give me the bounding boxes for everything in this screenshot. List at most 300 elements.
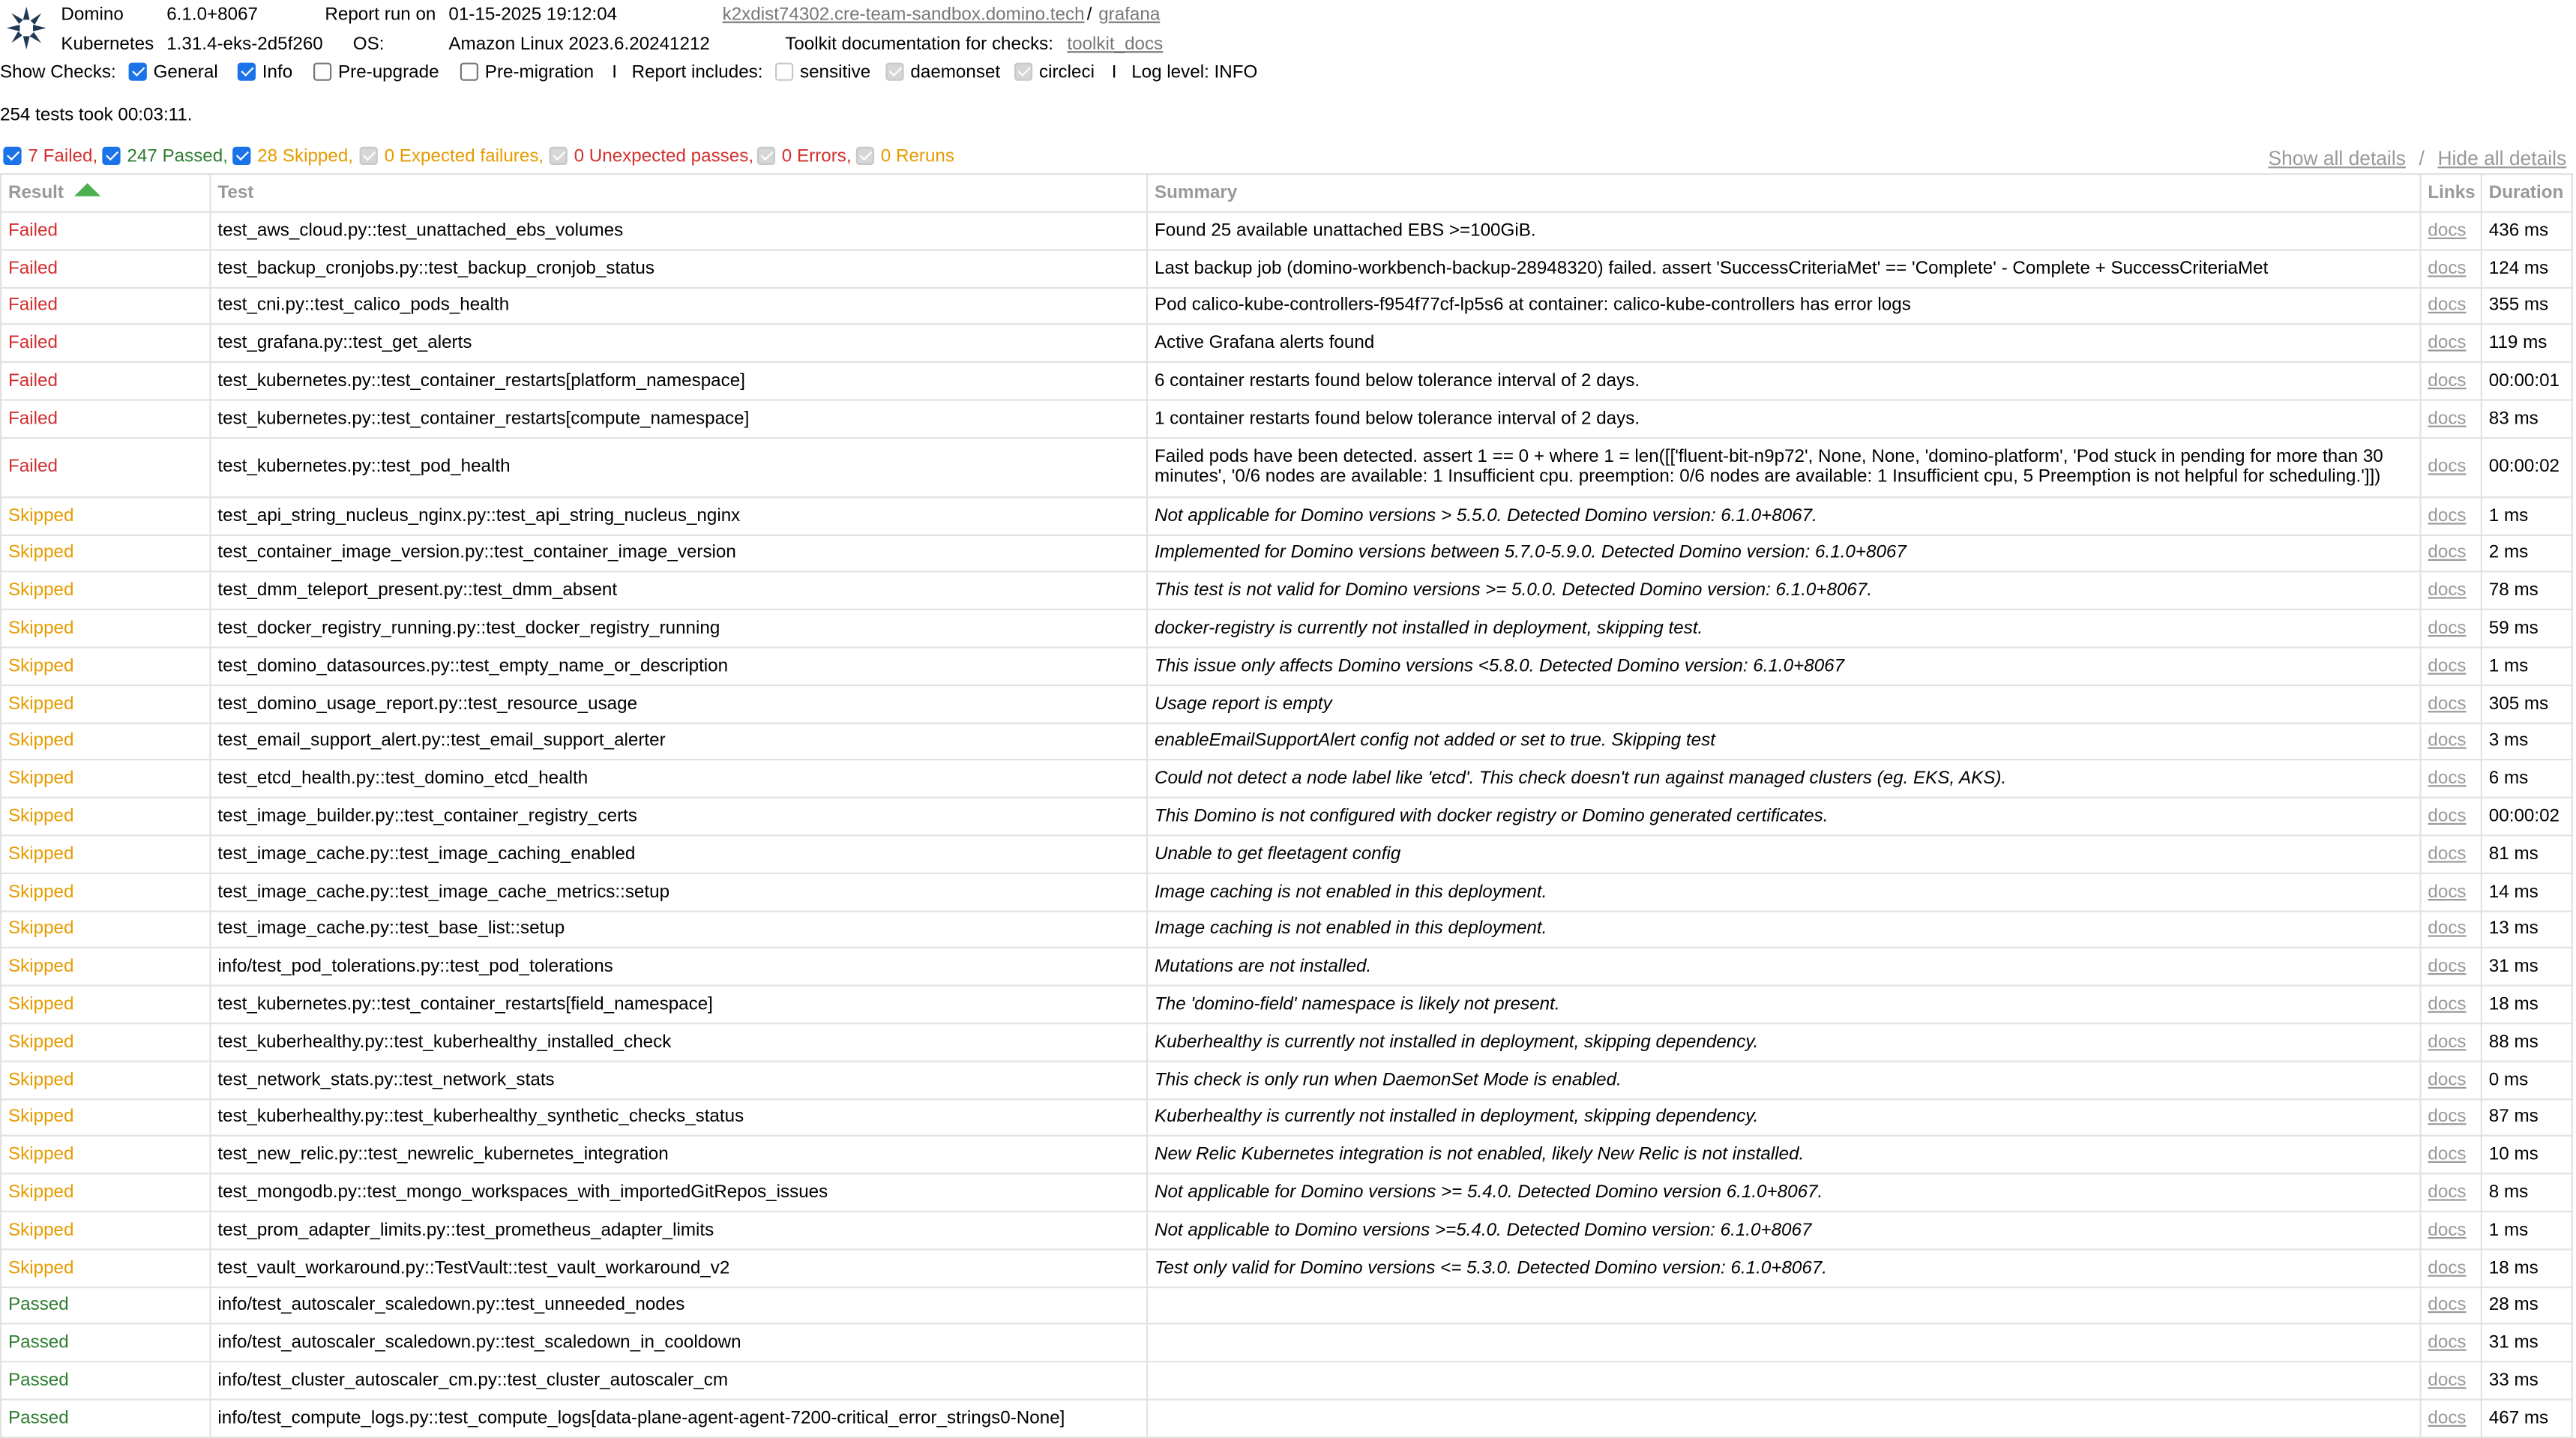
duration-cell: 00:00:01	[2482, 362, 2572, 400]
show-all-details-link[interactable]: Show all details	[2268, 146, 2406, 170]
general-checkbox[interactable]	[129, 63, 218, 82]
sensitive-checkbox	[775, 63, 870, 82]
links-cell	[2421, 1212, 2482, 1249]
summary-cell: 6 container restarts found below tolerance interval of 2 days.	[1147, 362, 2420, 400]
checkbox-unchecked-icon[interactable]	[460, 63, 478, 81]
result-cell: Skipped	[1, 835, 210, 873]
table-row[interactable]	[1, 647, 2572, 685]
show-checks-row	[0, 63, 2576, 89]
test-name-cell: test_dmm_teleport_present.py::test_dmm_absent	[211, 572, 1148, 610]
summary-cell: This Domino is not configured with docker registry or Domino generated certificates.	[1147, 798, 2420, 835]
summary-cell: enableEmailSupportAlert config not added or set to true. Skipping test	[1147, 723, 2420, 760]
product-version: 6.1.0+8067	[166, 4, 259, 25]
result-cell: Failed	[1, 325, 210, 362]
duration-cell: 31 ms	[2482, 1324, 2572, 1362]
report-run-value: 01-15-2025 19:12:04	[448, 4, 618, 25]
host-link[interactable]: k2xdist74302.cre-team-sandbox.domino.tech	[722, 4, 1085, 25]
result-cell: Skipped	[1, 1023, 210, 1061]
skipped-count: 28 Skipped,	[257, 146, 354, 167]
summary-cell: Not applicable to Domino versions >=5.4.0. Detected Domino version: 6.1.0+8067	[1147, 1212, 2420, 1249]
table-row[interactable]	[1, 1212, 2572, 1249]
details-toggle	[2268, 147, 2566, 170]
table-row[interactable]	[1, 438, 2572, 497]
table-row[interactable]	[1, 212, 2572, 250]
docs-link[interactable]: docs	[2428, 1257, 2467, 1278]
test-name-cell: test_prom_adapter_limits.py::test_prometheus_adapter_limits	[211, 1212, 1148, 1249]
premigration-checkbox-label: Pre-migration	[484, 62, 595, 82]
result-cell: Skipped	[1, 1136, 210, 1173]
checkbox-disabled-icon	[775, 63, 793, 81]
docs-link[interactable]: docs	[2428, 457, 2467, 478]
test-name-cell: test_email_support_alert.py::test_email_support_alerter	[211, 723, 1148, 760]
table-row[interactable]	[1, 760, 2572, 798]
toolkit-docs-label: Toolkit documentation for checks:	[785, 34, 1054, 55]
show-checks-label: Show Checks:	[0, 62, 116, 82]
reruns-count: 0 Reruns	[880, 146, 955, 167]
table-row[interactable]	[1, 1399, 2572, 1437]
docs-link[interactable]: docs	[2428, 543, 2467, 564]
result-cell: Failed	[1, 400, 210, 437]
duration-cell: 13 ms	[2482, 911, 2572, 948]
sort-ascending-icon	[73, 183, 100, 196]
links-cell	[2421, 287, 2482, 325]
test-name-cell: test_kubernetes.py::test_pod_health	[211, 438, 1148, 497]
docs-link[interactable]: docs	[2428, 1295, 2467, 1316]
links-cell	[2421, 1136, 2482, 1173]
links-cell	[2421, 535, 2482, 572]
test-name-cell: test_new_relic.py::test_newrelic_kubernetes_integration	[211, 1136, 1148, 1173]
duration-cell: 1 ms	[2482, 497, 2572, 535]
kubernetes-label: Kubernetes	[61, 34, 154, 55]
report-includes-label: Report includes:	[631, 62, 763, 82]
links-cell	[2421, 948, 2482, 986]
test-name-cell: test_aws_cloud.py::test_unattached_ebs_volumes	[211, 212, 1148, 250]
summary-cell: Pod calico-kube-controllers-f954f77cf-lp5s6 at container: calico-kube-controllers has error logs	[1147, 287, 2420, 325]
links-cell	[2421, 362, 2482, 400]
table-row[interactable]	[1, 986, 2572, 1023]
table-row[interactable]	[1, 1098, 2572, 1136]
summary-cell: Image caching is not enabled in this deployment.	[1147, 911, 2420, 948]
docs-link[interactable]: docs	[2428, 694, 2467, 714]
docs-link[interactable]: docs	[2428, 1107, 2467, 1128]
table-row[interactable]	[1, 497, 2572, 535]
circleci-checkbox-label: circleci	[1039, 62, 1095, 82]
preupgrade-checkbox[interactable]	[313, 63, 439, 82]
info-checkbox[interactable]	[238, 63, 292, 82]
domino-logo-icon	[3, 3, 49, 52]
table-row[interactable]	[1, 535, 2572, 572]
duration-cell: 78 ms	[2482, 572, 2572, 610]
docs-link[interactable]: docs	[2428, 295, 2467, 316]
summary-cell	[1147, 1324, 2420, 1362]
table-row[interactable]	[1, 835, 2572, 873]
checkbox-disabled-checked-icon	[757, 147, 775, 165]
summary-cell: Mutations are not installed.	[1147, 948, 2420, 986]
table-row[interactable]	[1, 1023, 2572, 1061]
test-name-cell: test_grafana.py::test_get_alerts	[211, 325, 1148, 362]
links-cell	[2421, 1249, 2482, 1287]
result-cell: Skipped	[1, 610, 210, 647]
test-name-cell: test_image_cache.py::test_image_caching_enabled	[211, 835, 1148, 873]
summary-cell: New Relic Kubernetes integration is not enabled, likely New Relic is not installed.	[1147, 1136, 2420, 1173]
docs-link[interactable]: docs	[2428, 334, 2467, 354]
passed-filter[interactable]	[102, 147, 228, 166]
table-row[interactable]	[1, 1324, 2572, 1362]
docs-link[interactable]: docs	[2428, 768, 2467, 789]
docs-link[interactable]: docs	[2428, 919, 2467, 939]
docs-link[interactable]: docs	[2428, 1032, 2467, 1053]
docs-link[interactable]: docs	[2428, 258, 2467, 279]
test-name-cell: info/test_cluster_autoscaler_cm.py::test_cluster_autoscaler_cm	[211, 1362, 1148, 1399]
summary-cell: Kuberhealthy is currently not installed in deployment, skipping dependency.	[1147, 1098, 2420, 1136]
checkbox-checked-icon[interactable]	[232, 147, 250, 165]
duration-cell: 81 ms	[2482, 835, 2572, 873]
result-cell: Skipped	[1, 1098, 210, 1136]
checkbox-checked-icon[interactable]	[238, 63, 256, 81]
result-cell: Skipped	[1, 760, 210, 798]
unexpected-passes-count: 0 Unexpected passes,	[574, 146, 754, 167]
summary-cell	[1147, 1287, 2420, 1324]
duration-cell: 00:00:02	[2482, 438, 2572, 497]
result-cell: Skipped	[1, 685, 210, 723]
duration-cell: 28 ms	[2482, 1287, 2572, 1324]
result-cell: Passed	[1, 1362, 210, 1399]
test-name-cell: test_kuberhealthy.py::test_kuberhealthy_installed_check	[211, 1023, 1148, 1061]
circleci-checkbox	[1014, 63, 1095, 82]
table-row[interactable]	[1, 948, 2572, 986]
links-cell	[2421, 250, 2482, 287]
result-column-header[interactable]	[1, 174, 210, 212]
duration-cell: 6 ms	[2482, 760, 2572, 798]
duration-cell: 14 ms	[2482, 873, 2572, 910]
docs-link[interactable]: docs	[2428, 1220, 2467, 1240]
test-column-header[interactable]: Test	[211, 174, 1148, 212]
general-checkbox-label: General	[153, 62, 218, 82]
summary-cell: 1 container restarts found below tolerance interval of 2 days.	[1147, 400, 2420, 437]
checkbox-checked-icon[interactable]	[102, 147, 120, 165]
test-name-cell: test_api_string_nucleus_nginx.py::test_api_string_nucleus_nginx	[211, 497, 1148, 535]
table-row[interactable]	[1, 610, 2572, 647]
summary-cell: This issue only affects Domino versions <5.8.0. Detected Domino version: 6.1.0+8067	[1147, 647, 2420, 685]
table-row[interactable]	[1, 400, 2572, 437]
duration-cell: 467 ms	[2482, 1399, 2572, 1437]
links-cell	[2421, 873, 2482, 910]
result-cell: Skipped	[1, 497, 210, 535]
links-cell	[2421, 497, 2482, 535]
links-cell	[2421, 1362, 2482, 1399]
result-cell: Skipped	[1, 1212, 210, 1249]
table-row[interactable]	[1, 1061, 2572, 1098]
duration-cell: 59 ms	[2482, 610, 2572, 647]
test-name-cell: info/test_autoscaler_scaledown.py::test_scaledown_in_cooldown	[211, 1324, 1148, 1362]
result-cell: Passed	[1, 1287, 210, 1324]
summary-cell: Not applicable for Domino versions > 5.5.0. Detected Domino version: 6.1.0+8067.	[1147, 497, 2420, 535]
summary-cell: Could not detect a node label like 'etcd'. This check doesn't run against managed clusters (eg. EKS, AKS).	[1147, 760, 2420, 798]
result-header-label: Result	[8, 183, 64, 203]
summary-cell: Last backup job (domino-workbench-backup-28948320) failed. assert 'SuccessCriteriaMet' == 'Complete' - Complete + SuccessCriteriaMet	[1147, 250, 2420, 287]
summary-cell: This check is only run when DaemonSet Mode is enabled.	[1147, 1061, 2420, 1098]
links-cell	[2421, 723, 2482, 760]
test-name-cell: test_network_stats.py::test_network_stats	[211, 1061, 1148, 1098]
skipped-filter[interactable]	[232, 147, 353, 166]
table-row[interactable]	[1, 287, 2572, 325]
table-row[interactable]	[1, 1287, 2572, 1324]
duration-cell: 18 ms	[2482, 1249, 2572, 1287]
test-name-cell: test_docker_registry_running.py::test_docker_registry_running	[211, 610, 1148, 647]
test-name-cell: test_domino_usage_report.py::test_resource_usage	[211, 685, 1148, 723]
links-column-header: Links	[2421, 174, 2482, 212]
table-row[interactable]	[1, 1362, 2572, 1399]
failed-count: 7 Failed,	[28, 146, 98, 167]
os-value: Amazon Linux 2023.6.20241212	[448, 34, 710, 55]
passed-count: 247 Passed,	[127, 146, 228, 167]
test-name-cell: test_kubernetes.py::test_container_restarts[compute_namespace]	[211, 400, 1148, 437]
duration-cell: 1 ms	[2482, 647, 2572, 685]
result-cell: Passed	[1, 1399, 210, 1437]
docs-link[interactable]: docs	[2428, 409, 2467, 429]
reruns-filter	[856, 147, 954, 166]
docs-link[interactable]: docs	[2428, 994, 2467, 1015]
links-cell	[2421, 760, 2482, 798]
result-cell: Failed	[1, 362, 210, 400]
duration-cell: 119 ms	[2482, 325, 2572, 362]
links-cell	[2421, 911, 2482, 948]
result-cell: Failed	[1, 250, 210, 287]
test-name-cell: test_cni.py::test_calico_pods_health	[211, 287, 1148, 325]
docs-link[interactable]: docs	[2428, 1069, 2467, 1090]
test-name-cell: test_image_cache.py::test_image_cache_metrics::setup	[211, 873, 1148, 910]
checkbox-disabled-checked-icon	[885, 63, 903, 81]
expected-failures-filter	[360, 147, 544, 166]
duration-cell: 18 ms	[2482, 986, 2572, 1023]
preupgrade-checkbox-label: Pre-upgrade	[338, 62, 439, 82]
result-cell: Failed	[1, 438, 210, 497]
kubernetes-version: 1.31.4-eks-2d5f260	[166, 34, 323, 55]
duration-column-header[interactable]: Duration	[2482, 174, 2572, 212]
result-cell: Failed	[1, 212, 210, 250]
os-label: OS:	[352, 34, 385, 55]
table-row[interactable]	[1, 1249, 2572, 1287]
report-header	[0, 0, 2576, 66]
summary-cell: Failed pods have been detected. assert 1 == 0 + where 1 = len([['fluent-bit-n9p72', None, None, 'domino-platform', 'Pod stuck in pending for more than 30 minutes', '0/6 nodes are available: 1 Insufficient cpu. preemption: 0/6 nodes are available: 1 Insufficient cpu, 5 Preemption is not helpful for scheduling.']])	[1147, 438, 2420, 497]
checkbox-checked-icon[interactable]	[129, 63, 147, 81]
toolkit-docs-link[interactable]: toolkit_docs	[1067, 34, 1164, 55]
test-name-cell: test_domino_datasources.py::test_empty_name_or_description	[211, 647, 1148, 685]
docs-link[interactable]: docs	[2428, 806, 2467, 827]
unexpected-passes-filter	[550, 147, 753, 166]
links-cell	[2421, 685, 2482, 723]
table-row[interactable]	[1, 1136, 2572, 1173]
links-cell	[2421, 1399, 2482, 1437]
results-table	[0, 173, 2573, 1438]
test-name-cell: info/test_pod_tolerations.py::test_pod_tolerations	[211, 948, 1148, 986]
result-cell: Skipped	[1, 948, 210, 986]
links-cell	[2421, 1023, 2482, 1061]
table-row[interactable]	[1, 798, 2572, 835]
links-cell	[2421, 1324, 2482, 1362]
docs-link[interactable]: docs	[2428, 1145, 2467, 1165]
docs-link[interactable]: docs	[2428, 619, 2467, 639]
links-cell	[2421, 1098, 2482, 1136]
duration-cell: 8 ms	[2482, 1174, 2572, 1212]
docs-link[interactable]: docs	[2428, 580, 2467, 601]
log-level-label: Log level: INFO	[1131, 62, 1258, 82]
links-cell	[2421, 438, 2482, 497]
table-row[interactable]	[1, 362, 2572, 400]
table-row[interactable]	[1, 1174, 2572, 1212]
test-name-cell: test_container_image_version.py::test_container_image_version	[211, 535, 1148, 572]
errors-filter	[757, 147, 852, 166]
summary-column-header[interactable]: Summary	[1147, 174, 2420, 212]
errors-count: 0 Errors,	[781, 146, 852, 167]
summary-cell: The 'domino-field' namespace is likely not present.	[1147, 986, 2420, 1023]
summary-cell: Usage report is empty	[1147, 685, 2420, 723]
info-checkbox-label: Info	[262, 62, 293, 82]
test-name-cell: test_image_cache.py::test_base_list::setup	[211, 911, 1148, 948]
duration-cell: 2 ms	[2482, 535, 2572, 572]
table-row[interactable]	[1, 873, 2572, 910]
duration-cell: 00:00:02	[2482, 798, 2572, 835]
docs-link[interactable]: docs	[2428, 1333, 2467, 1353]
failed-filter[interactable]	[3, 147, 97, 166]
links-cell	[2421, 1174, 2482, 1212]
links-cell	[2421, 835, 2482, 873]
test-name-cell: test_etcd_health.py::test_domino_etcd_health	[211, 760, 1148, 798]
result-cell: Passed	[1, 1324, 210, 1362]
summary-cell: docker-registry is currently not installed in deployment, skipping test.	[1147, 610, 2420, 647]
duration-cell: 355 ms	[2482, 287, 2572, 325]
checkbox-disabled-checked-icon	[360, 147, 378, 165]
separator-bar: I	[612, 62, 617, 82]
docs-link[interactable]: docs	[2428, 505, 2467, 526]
docs-link[interactable]: docs	[2428, 656, 2467, 676]
checkbox-checked-icon[interactable]	[3, 147, 21, 165]
duration-cell: 305 ms	[2482, 685, 2572, 723]
result-cell: Skipped	[1, 911, 210, 948]
test-name-cell: test_kubernetes.py::test_container_restarts[field_namespace]	[211, 986, 1148, 1023]
summary-cell	[1147, 1399, 2420, 1437]
docs-link[interactable]: docs	[2428, 882, 2467, 902]
test-name-cell: info/test_compute_logs.py::test_compute_logs[data-plane-agent-agent-7200-critical_error_strings0-None]	[211, 1399, 1148, 1437]
links-cell	[2421, 1287, 2482, 1324]
summary-cell: Test only valid for Domino versions <= 5.3.0. Detected Domino version: 6.1.0+8067.	[1147, 1249, 2420, 1287]
docs-link[interactable]: docs	[2428, 957, 2467, 977]
test-name-cell: test_backup_cronjobs.py::test_backup_cronjob_status	[211, 250, 1148, 287]
duration-cell: 88 ms	[2482, 1023, 2572, 1061]
duration-cell: 83 ms	[2482, 400, 2572, 437]
table-row[interactable]	[1, 723, 2572, 760]
docs-link[interactable]: docs	[2428, 1408, 2467, 1428]
duration-cell: 1 ms	[2482, 1212, 2572, 1249]
summary-cell: This test is not valid for Domino versions >= 5.0.0. Detected Domino version: 6.1.0+8067.	[1147, 572, 2420, 610]
links-cell	[2421, 325, 2482, 362]
table-row[interactable]	[1, 911, 2572, 948]
table-row[interactable]	[1, 572, 2572, 610]
docs-link[interactable]: docs	[2428, 844, 2467, 864]
duration-cell: 10 ms	[2482, 1136, 2572, 1173]
duration-cell: 124 ms	[2482, 250, 2572, 287]
duration-cell: 0 ms	[2482, 1061, 2572, 1098]
summary-cell: Found 25 available unattached EBS >=100GiB.	[1147, 212, 2420, 250]
duration-cell: 31 ms	[2482, 948, 2572, 986]
result-cell: Skipped	[1, 1174, 210, 1212]
test-name-cell: test_kubernetes.py::test_container_restarts[platform_namespace]	[211, 362, 1148, 400]
result-cell: Failed	[1, 287, 210, 325]
result-cell: Skipped	[1, 647, 210, 685]
test-name-cell: test_vault_workaround.py::TestVault::test_vault_workaround_v2	[211, 1249, 1148, 1287]
link-separator: /	[1086, 4, 1092, 25]
links-cell	[2421, 798, 2482, 835]
daemonset-checkbox	[885, 63, 1000, 82]
result-cell: Skipped	[1, 798, 210, 835]
daemonset-checkbox-label: daemonset	[910, 62, 1001, 82]
premigration-checkbox[interactable]	[460, 63, 594, 82]
duration-cell: 3 ms	[2482, 723, 2572, 760]
report-run-label: Report run on	[325, 4, 436, 25]
docs-link[interactable]: docs	[2428, 220, 2467, 241]
checkbox-disabled-checked-icon	[550, 147, 568, 165]
test-duration-summary: 254 tests took 00:03:11.	[0, 105, 193, 126]
docs-link[interactable]: docs	[2428, 1182, 2467, 1203]
product-name-label: Domino	[61, 4, 124, 25]
summary-cell: Active Grafana alerts found	[1147, 325, 2420, 362]
checkbox-disabled-checked-icon	[856, 147, 874, 165]
duration-cell: 87 ms	[2482, 1098, 2572, 1136]
results-filter-row	[0, 147, 2576, 173]
grafana-link[interactable]: grafana	[1098, 4, 1161, 25]
expected-failures-count: 0 Expected failures,	[384, 146, 544, 167]
table-header-row	[1, 174, 2572, 212]
result-cell: Skipped	[1, 1249, 210, 1287]
result-cell: Skipped	[1, 986, 210, 1023]
summary-cell: Implemented for Domino versions between 5.7.0-5.9.0. Detected Domino version: 6.1.0+8067	[1147, 535, 2420, 572]
links-cell	[2421, 1061, 2482, 1098]
links-cell	[2421, 572, 2482, 610]
hide-all-details-link[interactable]: Hide all details	[2437, 146, 2567, 170]
links-cell	[2421, 212, 2482, 250]
result-cell: Skipped	[1, 572, 210, 610]
sensitive-checkbox-label: sensitive	[800, 62, 871, 82]
duration-cell: 436 ms	[2482, 212, 2572, 250]
separator-bar: I	[1111, 62, 1117, 82]
summary-cell	[1147, 1362, 2420, 1399]
summary-cell: Kuberhealthy is currently not installed in deployment, skipping dependency.	[1147, 1023, 2420, 1061]
table-row[interactable]	[1, 685, 2572, 723]
table-row[interactable]	[1, 250, 2572, 287]
docs-link[interactable]: docs	[2428, 1371, 2467, 1391]
docs-link[interactable]: docs	[2428, 731, 2467, 751]
details-separator: /	[2419, 146, 2425, 170]
test-name-cell: test_kuberhealthy.py::test_kuberhealthy_synthetic_checks_status	[211, 1098, 1148, 1136]
test-name-cell: info/test_autoscaler_scaledown.py::test_unneeded_nodes	[211, 1287, 1148, 1324]
links-cell	[2421, 986, 2482, 1023]
links-cell	[2421, 610, 2482, 647]
duration-cell: 33 ms	[2482, 1362, 2572, 1399]
checkbox-unchecked-icon[interactable]	[313, 63, 331, 81]
result-cell: Skipped	[1, 723, 210, 760]
summary-cell: Not applicable for Domino versions >= 5.4.0. Detected Domino version 6.1.0+8067.	[1147, 1174, 2420, 1212]
checkbox-disabled-checked-icon	[1014, 63, 1032, 81]
result-cell: Skipped	[1, 1061, 210, 1098]
links-cell	[2421, 400, 2482, 437]
test-name-cell: test_image_builder.py::test_container_registry_certs	[211, 798, 1148, 835]
docs-link[interactable]: docs	[2428, 371, 2467, 391]
result-cell: Skipped	[1, 873, 210, 910]
test-name-cell: test_mongodb.py::test_mongo_workspaces_with_importedGitRepos_issues	[211, 1174, 1148, 1212]
links-cell	[2421, 647, 2482, 685]
table-row[interactable]	[1, 325, 2572, 362]
summary-cell: Unable to get fleetagent config	[1147, 835, 2420, 873]
